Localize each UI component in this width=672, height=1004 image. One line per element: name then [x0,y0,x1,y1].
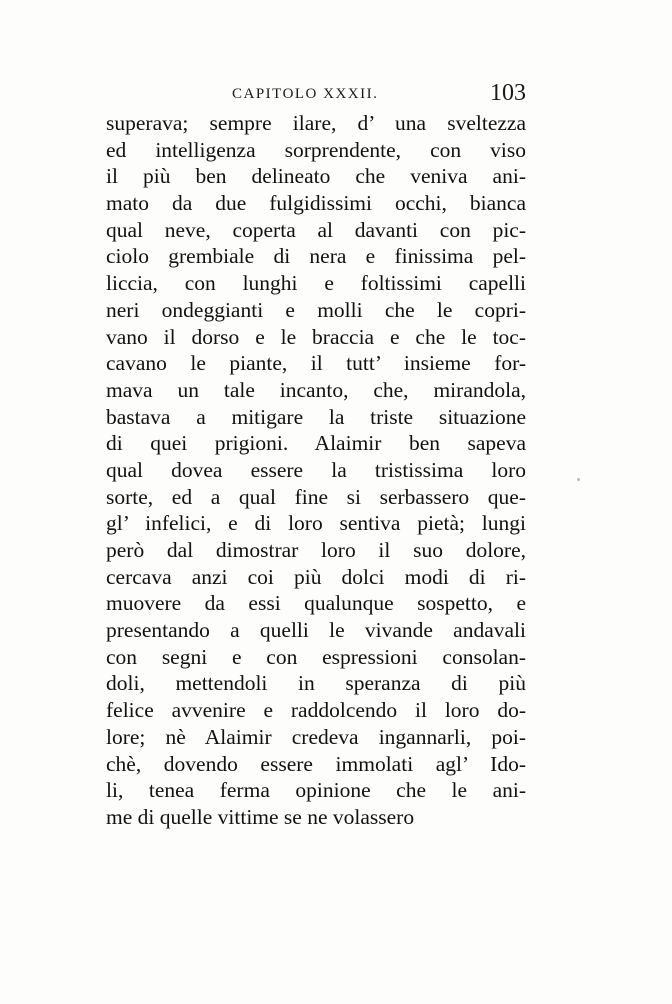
text-line: con segni e con espressioni consolan- [106,644,526,669]
text-line: felice avvenire e raddolcendo il loro do- [106,698,526,723]
text-line: qual neve, coperta al davanti con pic- [106,217,526,242]
text-line: qual dovea essere la tristissima loro [106,457,526,482]
text-line: superava; sempre ilare, d’ una sveltezza [106,111,526,135]
text-line: muovere da essi qualunque sospetto, e [106,591,526,616]
text-line: ciolo grembiale di nera e finissima pel- [106,244,526,269]
running-head [106,80,526,112]
page-number: 103 [490,80,526,106]
text-line: mava un tale incanto, che, mirandola, [106,377,526,402]
text-line: neri ondeggianti e molli che le copri- [106,297,526,322]
text-line: chè, dovendo essere immolati agl’ Ido- [106,751,526,776]
text-line: cercava anzi coi più dolci modi di ri- [106,564,526,589]
text-line: me di quelle vittime se ne volassero [106,804,415,829]
body-text [106,110,526,831]
text-line: di quei prigioni. Alaimir ben sapeva [106,431,526,456]
text-line: gl’ infelici, e di loro sentiva pietà; lungi [106,511,526,536]
text-line: bastava a mitigare la triste situazione [106,404,526,429]
text-line: vano il dorso e le braccia e che le toc- [106,324,526,349]
chapter-title: CAPITOLO XXXII. [232,86,379,102]
text-line: lore; nè Alaimir credeva ingannarli, poi- [106,724,526,749]
text-line: presentando a quelli le vivande andavali [106,618,526,643]
text-line: il più ben delineato che veniva ani- [106,164,526,189]
text-line: li, tenea ferma opinione che le ani- [106,778,526,803]
text-line: però dal dimostrar loro il suo dolore, [106,538,526,562]
text-line: ed intelligenza sorprendente, con viso [106,137,526,162]
text-line: mato da due fulgidissimi occhi, bianca [106,191,526,216]
text-line: cavano le piante, il tutt’ insieme for- [106,351,526,376]
text-line: liccia, con lunghi e foltissimi capelli [106,271,526,296]
paper-speck [577,478,580,481]
text-line: sorte, ed a qual fine si serbassero que- [106,484,526,509]
text-line: doli, mettendoli in speranza di più [106,671,526,696]
